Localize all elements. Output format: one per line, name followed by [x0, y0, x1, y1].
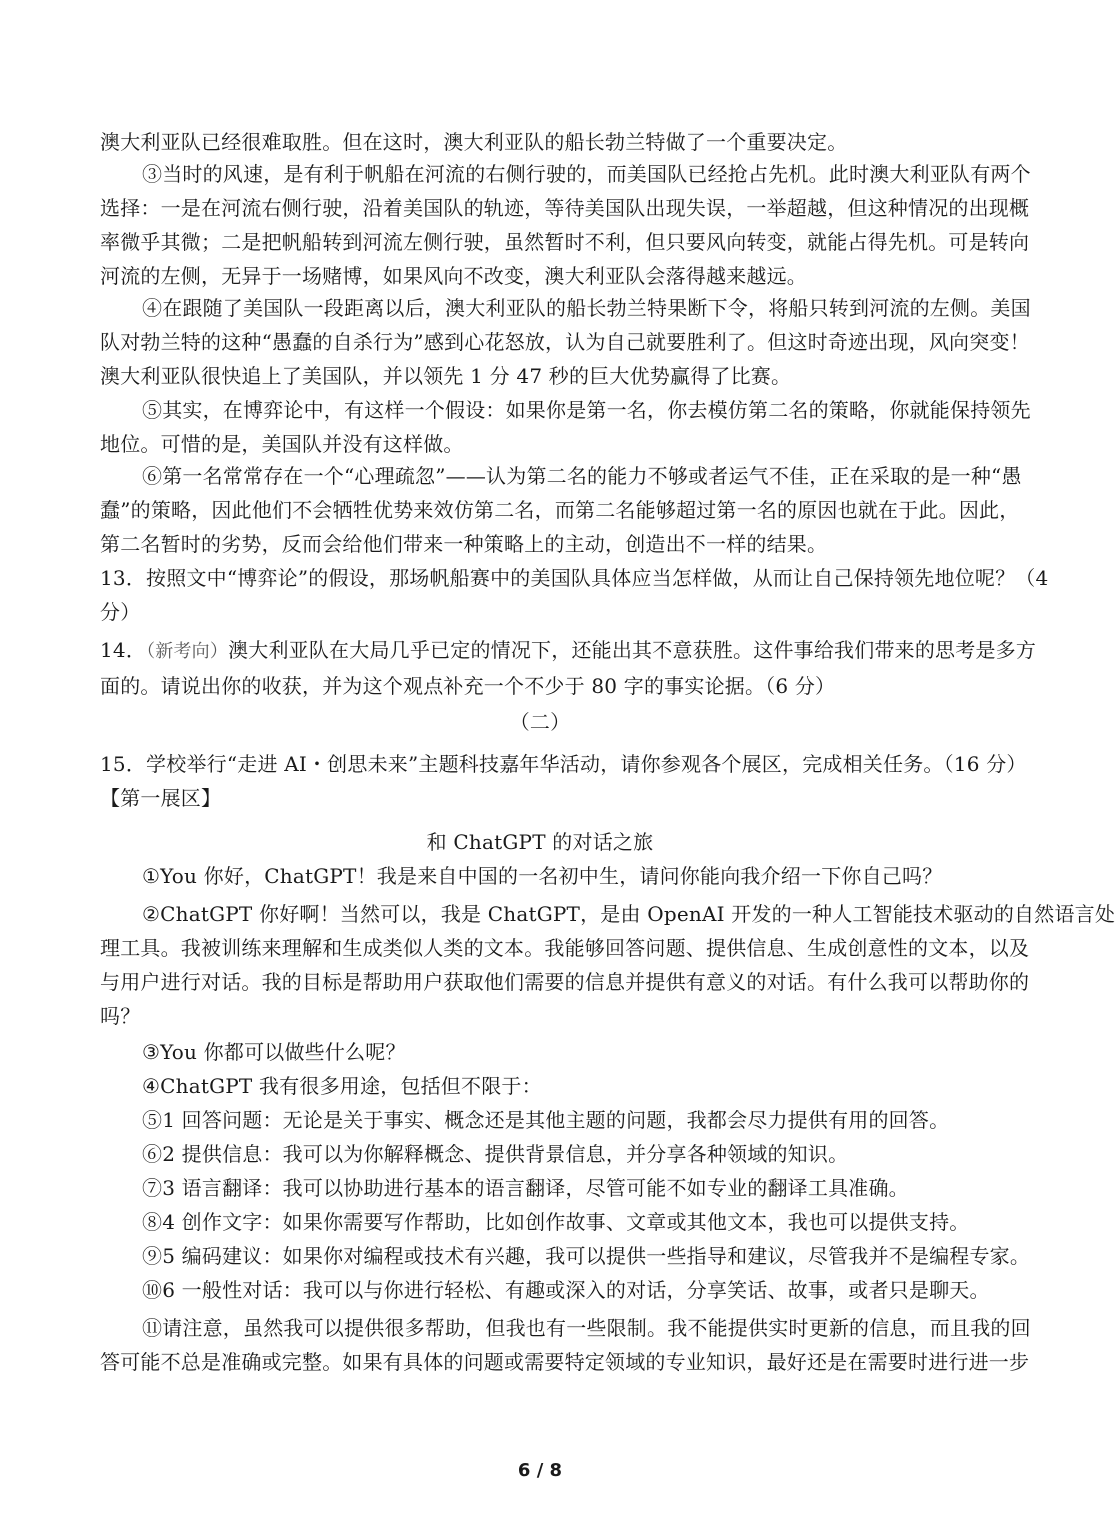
question-14-line: 面的。请说出你的收获，并为这个观点补充一个不少于 80 字的事实论据。（6 分） — [100, 674, 836, 698]
dialog-line: ②ChatGPT 你好啊！当然可以，我是 ChatGPT，是由 OpenAI 开发的一种人工智能技术驱动的自然语言处 — [142, 902, 1115, 926]
dialog-line: ⑤1 回答问题：无论是关于事实、概念还是其他主题的问题，我都会尽力提供有用的回答。 — [142, 1108, 950, 1132]
paragraph-3-line: 选择：一是在河流右侧行驶，沿着美国队的轨迹，等待美国队出现失误，一举超越，但这种情况的出现概 — [100, 196, 1030, 220]
page-number: 6 / 8 — [517, 1460, 563, 1481]
question-14-text: 澳大利亚队在大局几乎已定的情况下，还能出其不意获胜。这件事给我们带来的思考是多方 — [228, 638, 1037, 662]
paragraph-6-line: 第二名暂时的劣势，反而会给他们带来一种策略上的主动，创造出不一样的结果。 — [100, 532, 828, 556]
paragraph-4-line: 队对勃兰特的这种“愚蠢的自杀行为”感到心花怒放，认为自己就要胜利了。但这时奇迹出现，风向突变！ — [100, 330, 1030, 354]
dialog-line: 答可能不总是准确或完整。如果有具体的问题或需要特定领域的专业知识，最好还是在需要时进行进一步 — [100, 1350, 1030, 1374]
paragraph-5-line: 地位。可惜的是，美国队并没有这样做。 — [100, 432, 464, 456]
dialog-line: ⑥2 提供信息：我可以为你解释概念、提供背景信息，并分享各种领域的知识。 — [142, 1142, 849, 1166]
dialog-line: ①You 你好，ChatGPT！我是来自中国的一名初中生，请问你能向我介绍一下你自己吗？ — [142, 864, 943, 888]
question-13-line: 13．按照文中“博弈论”的假设，那场帆船赛中的美国队具体应当怎样做，从而让自己保持领先地位呢？（4 — [100, 566, 1049, 590]
dialog-line: 与用户进行对话。我的目标是帮助用户获取他们需要的信息并提供有意义的对话。有什么我可以帮助你的 — [100, 970, 1030, 994]
dialog-line: ⑦3 语言翻译：我可以协助进行基本的语言翻译，尽管可能不如专业的翻译工具准确。 — [142, 1176, 909, 1200]
dialog-line: 理工具。我被训练来理解和生成类似人类的文本。我能够回答问题、提供信息、生成创意性的文本，以及 — [100, 936, 1030, 960]
dialog-line: ⑧4 创作文字：如果你需要写作帮助，比如创作故事、文章或其他文本，我也可以提供支持。 — [142, 1210, 970, 1234]
dialog-line: ⑩6 一般性对话：我可以与你进行轻松、有趣或深入的对话，分享笑话、故事，或者只是聊天。 — [142, 1278, 990, 1302]
paragraph-3-line: 率微乎其微；二是把帆船转到河流左侧行驶，虽然暂时不利，但只要风向转变，就能占得先机。可是转向 — [100, 230, 1030, 254]
question-15: 15．学校举行“走进 AI・创思未来”主题科技嘉年华活动，请你参观各个展区，完成相关任务。（16 分） — [100, 752, 1027, 776]
question-14-number: 14． — [100, 638, 147, 662]
dialog-line: ⑪请注意，虽然我可以提供很多帮助，但我也有一些限制。我不能提供实时更新的信息，而且我的回 — [142, 1316, 1031, 1340]
question-14-tag: （新考向） — [146, 641, 229, 662]
dialog-title: 和 ChatGPT 的对话之旅 — [426, 830, 654, 854]
section-heading: （二） — [509, 710, 571, 734]
question-14-line — [100, 634, 1037, 666]
paragraph-2-tail: 澳大利亚队已经很难取胜。但在这时，澳大利亚队的船长勃兰特做了一个重要决定。 — [100, 130, 848, 154]
paragraph-5-line: ⑤其实，在博弈论中，有这样一个假设：如果你是第一名，你去模仿第二名的策略，你就能保持领先 — [142, 398, 1031, 422]
question-13-line: 分） — [100, 600, 141, 624]
dialog-line: ④ChatGPT 我有很多用途，包括但不限于： — [142, 1074, 542, 1098]
paragraph-3-line: ③当时的风速，是有利于帆船在河流的右侧行驶的，而美国队已经抢占先机。此时澳大利亚队有两个 — [142, 162, 1031, 186]
dialog-line: 吗？ — [100, 1004, 141, 1028]
dialog-line: ③You 你都可以做些什么呢？ — [142, 1040, 406, 1064]
paragraph-6-line: 蠢”的策略，因此他们不会牺牲优势来效仿第二名，而第二名能够超过第一名的原因也就在于此。因此， — [100, 498, 1020, 522]
paragraph-6-line: ⑥第一名常常存在一个“心理疏忽”——认为第二名的能力不够或者运气不佳，正在采取的是一种“愚 — [142, 464, 1022, 488]
paragraph-4-line: ④在跟随了美国队一段距离以后，澳大利亚队的船长勃兰特果断下令，将船只转到河流的左侧。美国 — [142, 296, 1031, 320]
paragraph-4-line: 澳大利亚队很快追上了美国队，并以领先 1 分 47 秒的巨大优势赢得了比赛。 — [100, 364, 792, 388]
paragraph-3-line: 河流的左侧，无异于一场赌博，如果风向不改变，澳大利亚队会落得越来越远。 — [100, 264, 807, 288]
exhibit-label: 【第一展区】 — [100, 786, 222, 810]
dialog-line: ⑨5 编码建议：如果你对编程或技术有兴趣，我可以提供一些指导和建议，尽管我并不是编程专家。 — [142, 1244, 1031, 1268]
